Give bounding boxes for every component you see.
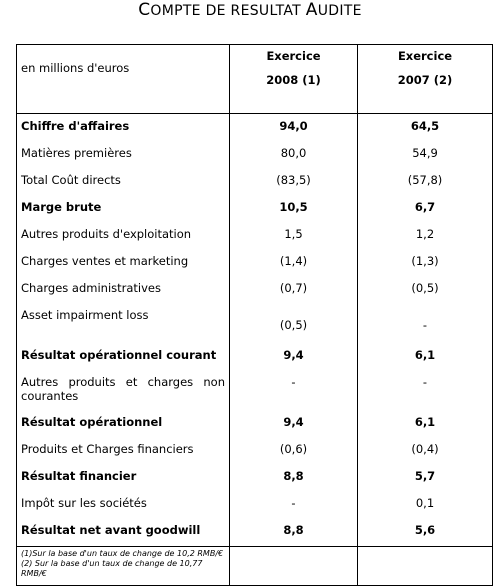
value-2007: 6,1 bbox=[358, 343, 493, 370]
value-2007: 64,5 bbox=[358, 114, 493, 141]
value-2007: - bbox=[358, 370, 493, 410]
footnote-1: (1)Sur la base d'un taux de change de 10,2 RMB/€ bbox=[21, 549, 224, 558]
col-header-2007 bbox=[358, 45, 493, 114]
value-2008: - bbox=[230, 370, 358, 410]
table-row bbox=[17, 195, 493, 222]
value-2008: (1,4) bbox=[230, 249, 358, 276]
footnote-spacer-2008 bbox=[230, 547, 358, 586]
row-label: Chiffre d'affaires bbox=[17, 114, 230, 141]
row-label: Résultat opérationnel courant bbox=[17, 343, 230, 370]
value-2008: (0,6) bbox=[230, 437, 358, 464]
table-row bbox=[17, 343, 493, 370]
footnote-2: (2) Sur la base d'un taux de change de 10,77 RMB/€ bbox=[21, 559, 203, 578]
value-2008: (0,5) bbox=[230, 303, 358, 343]
col-header-2007-line2: 2007 (2) bbox=[397, 73, 453, 87]
row-label-line2: courantes bbox=[21, 388, 79, 403]
value-2008: 9,4 bbox=[230, 343, 358, 370]
table-row bbox=[17, 222, 493, 249]
table-row bbox=[17, 464, 493, 491]
value-2007: 54,9 bbox=[358, 141, 493, 168]
table-row bbox=[17, 276, 493, 303]
title-initial-c: C bbox=[138, 0, 151, 20]
footnotes bbox=[17, 547, 230, 586]
value-2008: - bbox=[230, 491, 358, 518]
row-label: Résultat opérationnel bbox=[17, 410, 230, 437]
row-label: Charges ventes et marketing bbox=[17, 249, 230, 276]
value-2008: (83,5) bbox=[230, 168, 358, 195]
footnote-spacer-2007 bbox=[358, 547, 493, 586]
title-part-1: OMPTE DE RESULTAT bbox=[150, 3, 306, 19]
value-2008: 1,5 bbox=[230, 222, 358, 249]
value-2008: (0,7) bbox=[230, 276, 358, 303]
table-row bbox=[17, 518, 493, 547]
table-row bbox=[17, 168, 493, 195]
col-header-2008 bbox=[230, 45, 358, 114]
value-2007: (1,3) bbox=[358, 249, 493, 276]
value-2007: 5,7 bbox=[358, 464, 493, 491]
value-2007: 6,7 bbox=[358, 195, 493, 222]
footnote-row bbox=[17, 547, 493, 586]
value-2007: (0,5) bbox=[358, 276, 493, 303]
col-header-2008-line1: Exercice bbox=[266, 49, 321, 63]
value-2008: 10,5 bbox=[230, 195, 358, 222]
table-row bbox=[17, 437, 493, 464]
table-row bbox=[17, 249, 493, 276]
row-label: Impôt sur les sociétés bbox=[17, 491, 230, 518]
value-2007: (57,8) bbox=[358, 168, 493, 195]
value-2008: 8,8 bbox=[230, 464, 358, 491]
table-row bbox=[17, 491, 493, 518]
value-2008: 80,0 bbox=[230, 141, 358, 168]
table-row bbox=[17, 141, 493, 168]
value-2007: (0,4) bbox=[358, 437, 493, 464]
row-label: Matières premières bbox=[17, 141, 230, 168]
table-row bbox=[17, 303, 493, 343]
title-initial-a: A bbox=[305, 0, 318, 20]
row-label bbox=[17, 370, 230, 410]
row-label: Asset impairment loss bbox=[17, 303, 230, 343]
income-statement-table bbox=[16, 44, 493, 586]
row-label: Produits et Charges financiers bbox=[17, 437, 230, 464]
value-2007: 5,6 bbox=[358, 518, 493, 547]
header-row bbox=[17, 45, 493, 114]
row-label-line1: Autres produits et charges non bbox=[21, 374, 225, 389]
title-part-2: UDITE bbox=[317, 3, 362, 19]
col-header-2008-line2: 2008 (1) bbox=[266, 73, 321, 87]
value-2008: 8,8 bbox=[230, 518, 358, 547]
value-2007: - bbox=[358, 303, 493, 343]
row-label: Total Coût directs bbox=[17, 168, 230, 195]
row-label: Résultat financier bbox=[17, 464, 230, 491]
unit-label: en millions d'euros bbox=[17, 45, 230, 114]
value-2007: 6,1 bbox=[358, 410, 493, 437]
col-header-2007-line1: Exercice bbox=[397, 49, 453, 63]
value-2007: 1,2 bbox=[358, 222, 493, 249]
value-2008: 9,4 bbox=[230, 410, 358, 437]
row-label: Résultat net avant goodwill bbox=[17, 518, 230, 547]
table-row bbox=[17, 114, 493, 141]
row-label: Autres produits d'exploitation bbox=[17, 222, 230, 249]
value-2008: 94,0 bbox=[230, 114, 358, 141]
page-title bbox=[0, 0, 500, 20]
value-2007: 0,1 bbox=[358, 491, 493, 518]
table-row bbox=[17, 370, 493, 410]
table-row bbox=[17, 410, 493, 437]
row-label: Marge brute bbox=[17, 195, 230, 222]
row-label: Charges administratives bbox=[17, 276, 230, 303]
